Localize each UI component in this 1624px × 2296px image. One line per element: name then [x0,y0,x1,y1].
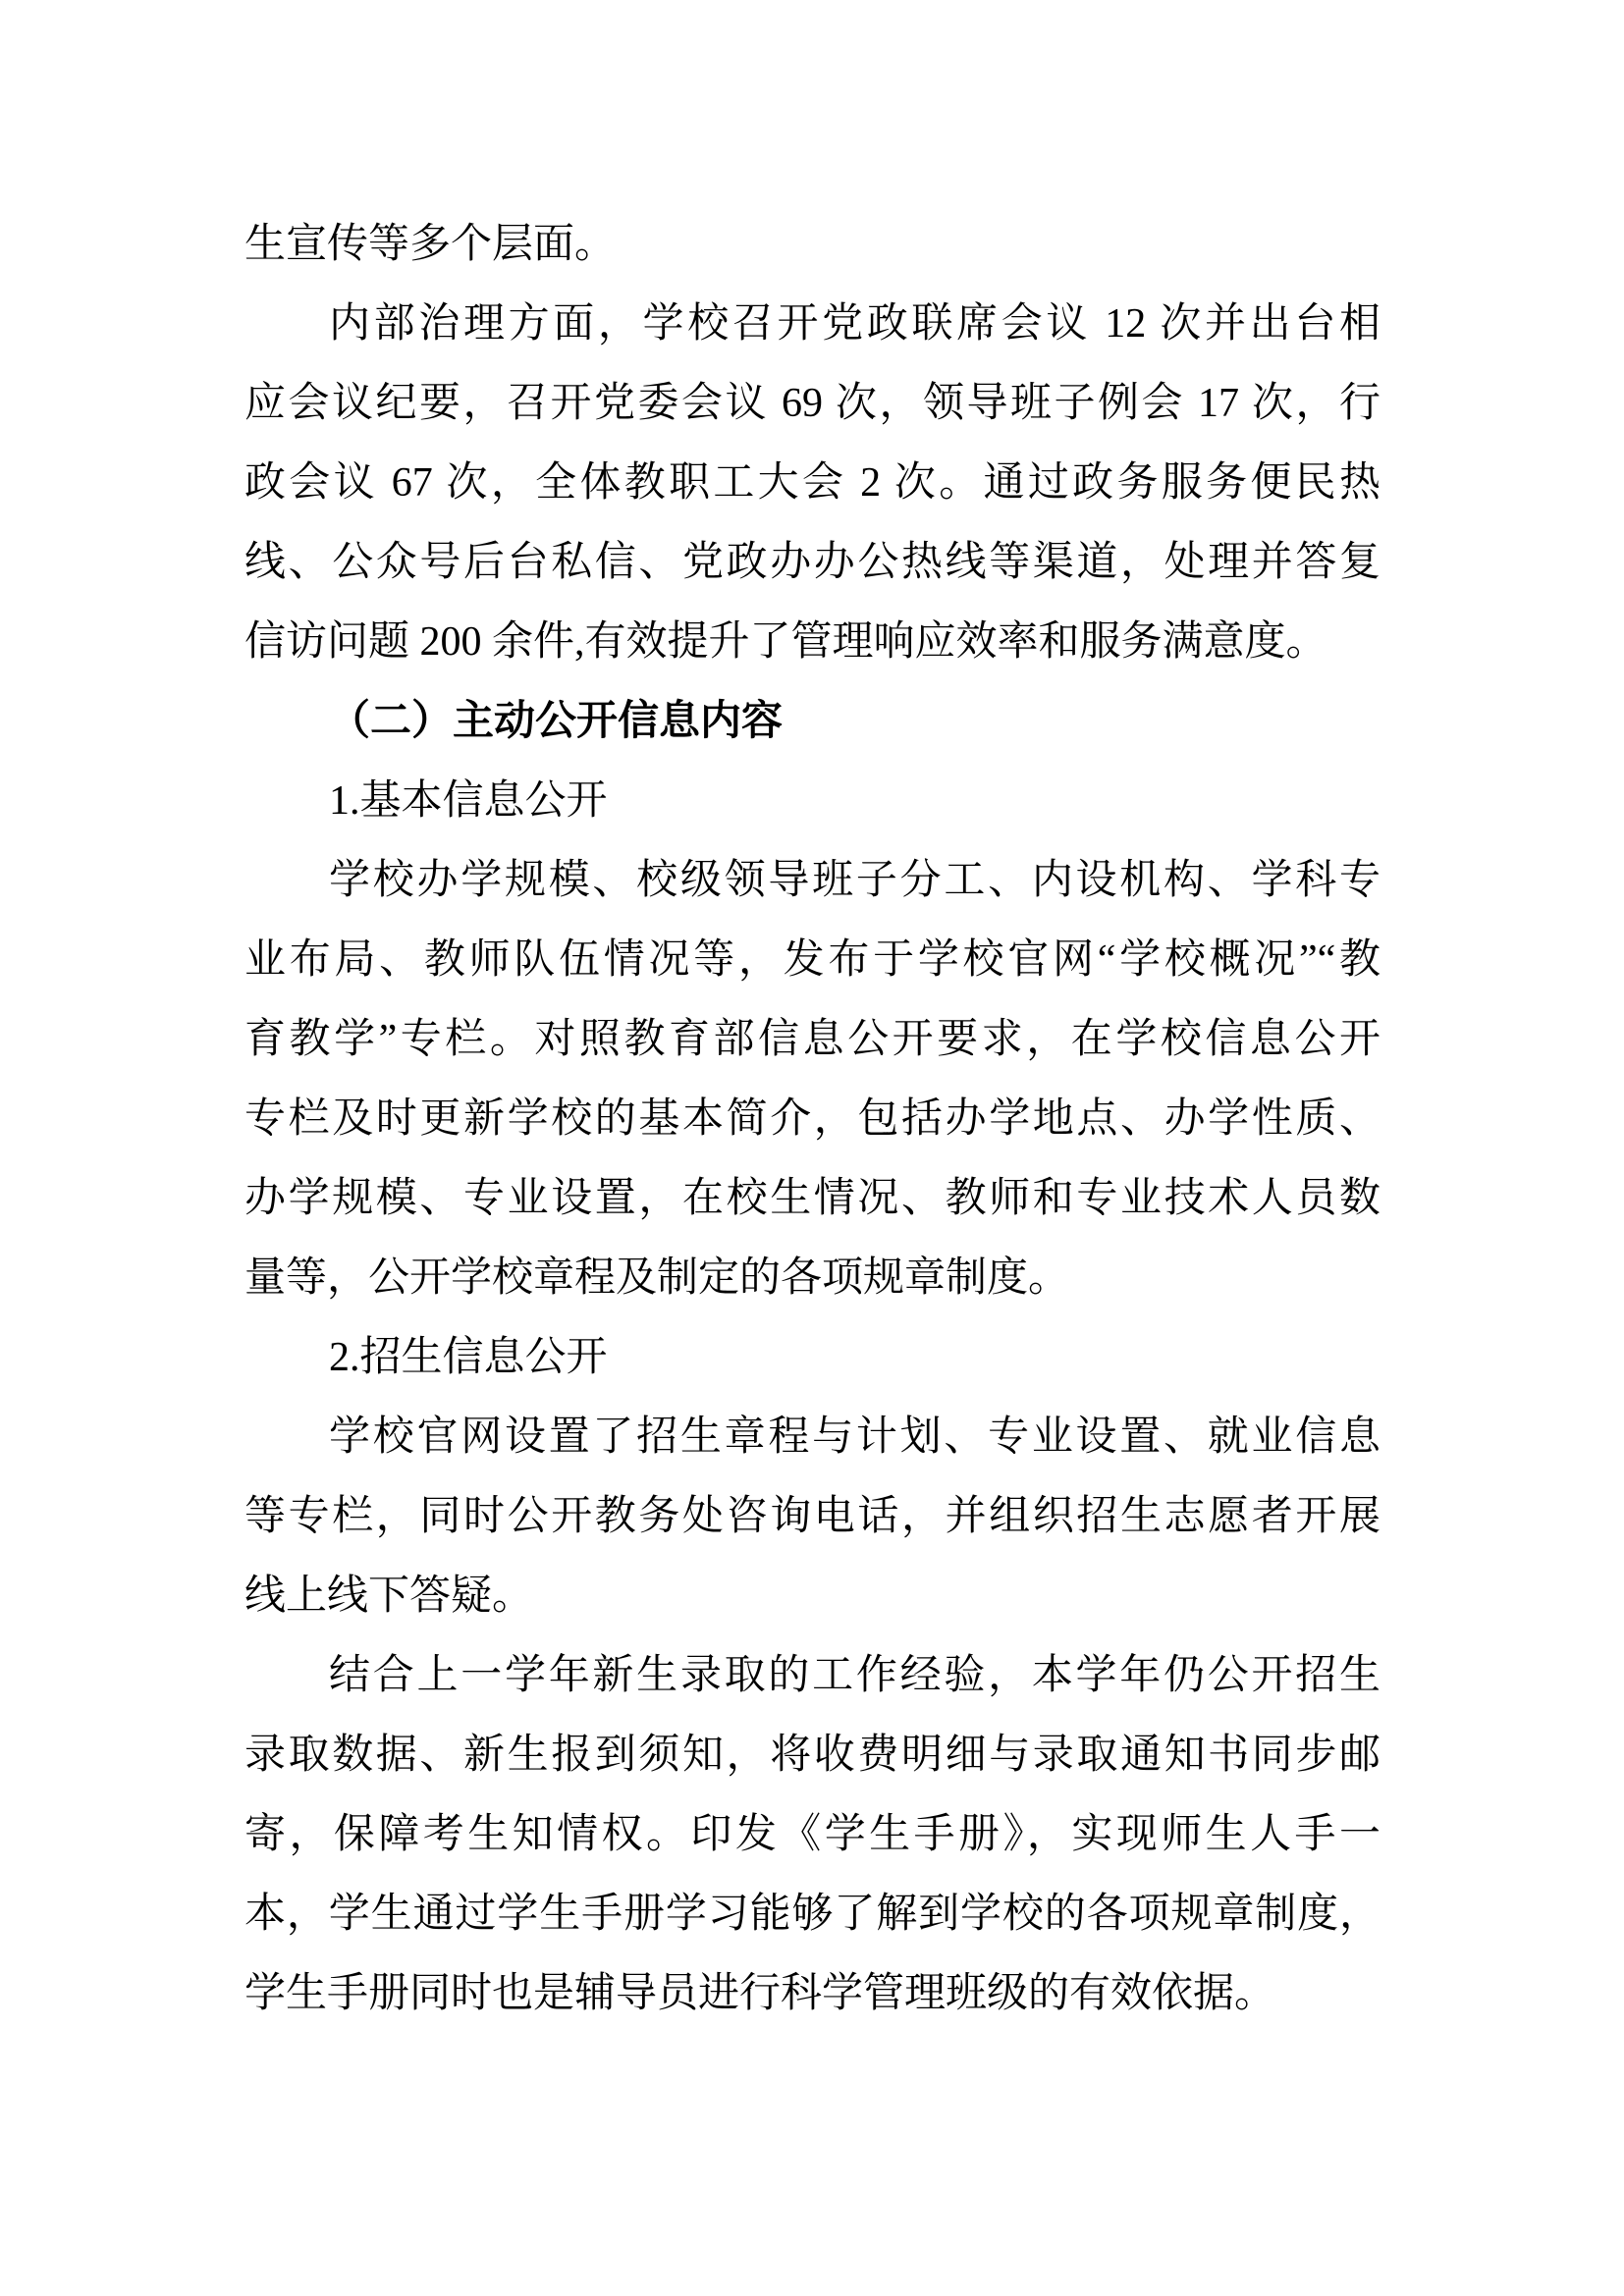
numbered-subheading-line: 1.基本信息公开 [329,778,608,824]
body-line: 本，学生通过学生手册学习能够了解到学校的各项规章制度， [244,1892,1380,1937]
body-line: 政会议 67 次，全体教职工大会 2 次。通过政务服务便民热 [244,460,1380,506]
body-line: 学校办学规模、校级领导班子分工、内设机构、学科专 [329,858,1380,903]
section-heading-line: （二）主动公开信息内容 [329,699,784,744]
body-line: 学生手册同时也是辅导员进行科学管理班级的有效依据。 [244,1971,1276,2016]
body-line: 等专栏，同时公开教务处咨询电话，并组织招生志愿者开展 [244,1494,1380,1539]
body-line: 线、公众号后台私信、党政办办公热线等渠道，处理并答复 [244,540,1380,585]
document-text-block [244,205,1380,2034]
body-line: 线上线下答疑。 [244,1574,534,1619]
body-line: 信访问题 200 余件,有效提升了管理响应效率和服务满意度。 [244,619,1327,665]
body-line: 学校官网设置了招生章程与计划、专业设置、就业信息 [329,1415,1380,1460]
body-line: 结合上一学年新生录取的工作经验，本学年仍公开招生 [329,1653,1380,1698]
body-line: 专栏及时更新学校的基本简介，包括办学地点、办学性质、 [244,1096,1380,1142]
numbered-subheading-line: 2.招生信息公开 [329,1335,608,1380]
body-line: 录取数据、新生报到须知，将收费明细与录取通知书同步邮 [244,1733,1380,1778]
body-line: 内部治理方面，学校召开党政联席会议 12 次并出台相 [329,301,1380,347]
body-line: 寄，保障考生知情权。印发《学生手册》，实现师生人手一 [244,1812,1380,1857]
body-line: 量等，公开学校章程及制定的各项规章制度。 [244,1255,1070,1301]
body-line: 生宣传等多个层面。 [244,222,617,267]
body-line: 育教学”专栏。对照教育部信息公开要求，在学校信息公开 [244,1017,1380,1062]
body-line: 办学规模、专业设置，在校生情况、教师和专业技术人员数 [244,1176,1380,1221]
body-line: 应会议纪要，召开党委会议 69 次，领导班子例会 17 次，行 [244,381,1380,426]
body-line: 业布局、教师队伍情况等，发布于学校官网“学校概况”“教 [244,937,1380,983]
